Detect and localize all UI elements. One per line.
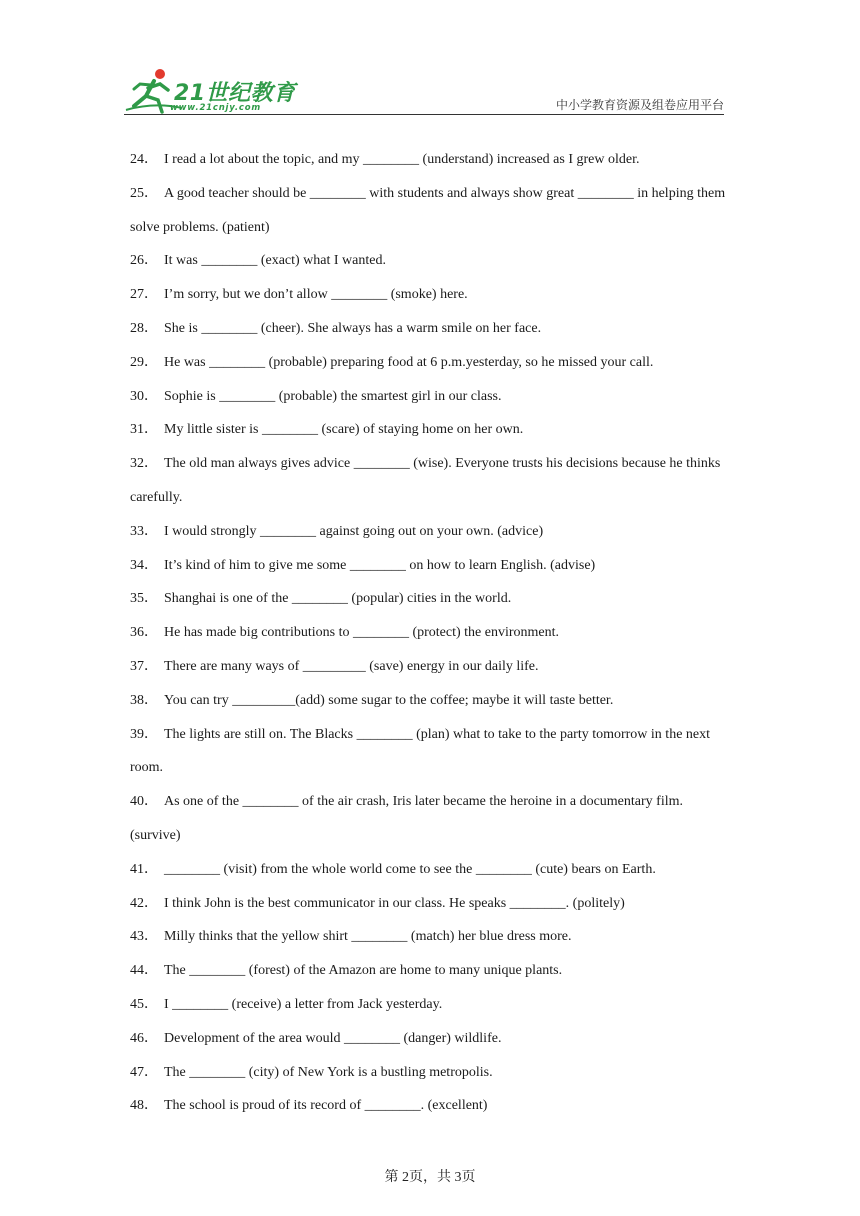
question-number: 29． [130, 354, 158, 370]
question-number: 44． [130, 963, 158, 979]
question-number: 25． [130, 185, 158, 201]
question-item [130, 244, 732, 278]
question-text: You can try _________(add) some sugar to the coffee; maybe it will taste better. [164, 692, 614, 708]
question-text: ________ (visit) from the whole world come to see the ________ (cute) bears on Earth. [164, 861, 656, 877]
question-number: 37． [130, 658, 158, 674]
question-text: I read a lot about the topic, and my ________ (understand) increased as I grew older. [164, 152, 640, 167]
question-number: 27． [130, 287, 158, 303]
question-number: 38． [130, 692, 158, 708]
question-text: The lights are still on. The Blacks ________ (plan) what to take to the party tomorrow in the next room. [130, 726, 711, 776]
question-text: The ________ (city) of New York is a bustling metropolis. [164, 1064, 493, 1080]
question-item [130, 515, 732, 549]
question-text: He has made big contributions to ________ (protect) the environment. [164, 625, 560, 641]
question-text: Milly thinks that the yellow shirt ________ (match) her blue dress more. [164, 929, 572, 945]
question-text: I ________ (receive) a letter from Jack yesterday. [164, 996, 443, 1012]
platform-name: 中小学教育资源及组卷应用平台 [555, 98, 724, 112]
question-text: The ________ (forest) of the Amazon are home to many unique plants. [164, 963, 563, 979]
question-number: 46． [130, 1030, 158, 1046]
question-number: 40． [130, 794, 158, 810]
question-text: He was ________ (probable) preparing food at 6 p.m.yesterday, so he missed your call. [164, 354, 654, 370]
question-item [130, 447, 732, 515]
question-item [130, 278, 732, 312]
question-number: 31． [130, 422, 158, 438]
question-item [130, 177, 732, 245]
question-item [130, 954, 732, 988]
question-item [130, 413, 732, 447]
question-text: I think John is the best communicator in our class. He speaks ________. (politely) [164, 895, 625, 911]
question-number: 35． [130, 591, 158, 607]
question-item [130, 988, 732, 1022]
question-text: The old man always gives advice ________ (wise). Everyone trusts his decisions because he thinks carefully. [130, 456, 721, 505]
question-item [130, 143, 732, 177]
question-text: She is ________ (cheer). She always has a warm smile on her face. [164, 320, 542, 336]
logo-text: 21世纪教育 [174, 81, 296, 106]
question-text: The school is proud of its record of ________. (excellent) [164, 1098, 488, 1114]
question-list [130, 143, 732, 1123]
question-item [130, 785, 732, 853]
question-item [130, 920, 732, 954]
header-divider [124, 114, 724, 115]
logo-url: www.21cnjy.com [170, 103, 261, 113]
question-number: 41． [130, 861, 158, 877]
question-number: 34． [130, 557, 158, 573]
question-item [130, 853, 732, 887]
question-text: Shanghai is one of the ________ (popular) cities in the world. [164, 591, 512, 607]
question-text: It was ________ (exact) what I wanted. [164, 253, 386, 269]
question-text: As one of the ________ of the air crash, Iris later became the heroine in a documentary film. (survive) [130, 794, 683, 843]
question-item [130, 887, 732, 921]
question-item [130, 312, 732, 346]
question-item [130, 718, 732, 786]
question-item [130, 380, 732, 414]
question-number: 42． [130, 895, 158, 911]
question-text: I’m sorry, but we don’t allow ________ (smoke) here. [164, 287, 468, 303]
question-number: 24． [130, 152, 158, 167]
question-item [130, 684, 732, 718]
question-text: A good teacher should be ________ with students and always show great ________ in helping them solve problems. (patient) [130, 185, 726, 235]
question-number: 28． [130, 320, 158, 336]
question-item [130, 346, 732, 380]
question-item [130, 616, 732, 650]
logo [124, 66, 294, 116]
question-item [130, 650, 732, 684]
question-number: 43． [130, 929, 158, 945]
question-number: 45． [130, 996, 158, 1012]
page-number: 第 2页，共 3页 [384, 1170, 476, 1185]
question-number: 39． [130, 726, 158, 742]
question-item [130, 1089, 732, 1123]
question-text: Sophie is ________ (probable) the smartest girl in our class. [164, 388, 502, 404]
question-number: 36． [130, 625, 158, 641]
question-item [130, 549, 732, 583]
question-text: It’s kind of him to give me some ________ on how to learn English. (advise) [164, 557, 596, 573]
question-number: 32． [130, 456, 158, 472]
question-text: There are many ways of _________ (save) energy in our daily life. [164, 658, 539, 674]
question-number: 26． [130, 253, 158, 269]
question-item [130, 582, 732, 616]
question-number: 30． [130, 388, 158, 404]
question-item [130, 1022, 732, 1056]
question-number: 47． [130, 1064, 158, 1080]
question-text: I would strongly ________ against going out on your own. (advice) [164, 523, 544, 539]
question-number: 33． [130, 523, 158, 539]
question-text: Development of the area would ________ (danger) wildlife. [164, 1030, 502, 1046]
question-number: 48． [130, 1098, 158, 1114]
question-text: My little sister is ________ (scare) of staying home on her own. [164, 422, 524, 438]
page-header [124, 66, 724, 116]
question-item [130, 1056, 732, 1090]
